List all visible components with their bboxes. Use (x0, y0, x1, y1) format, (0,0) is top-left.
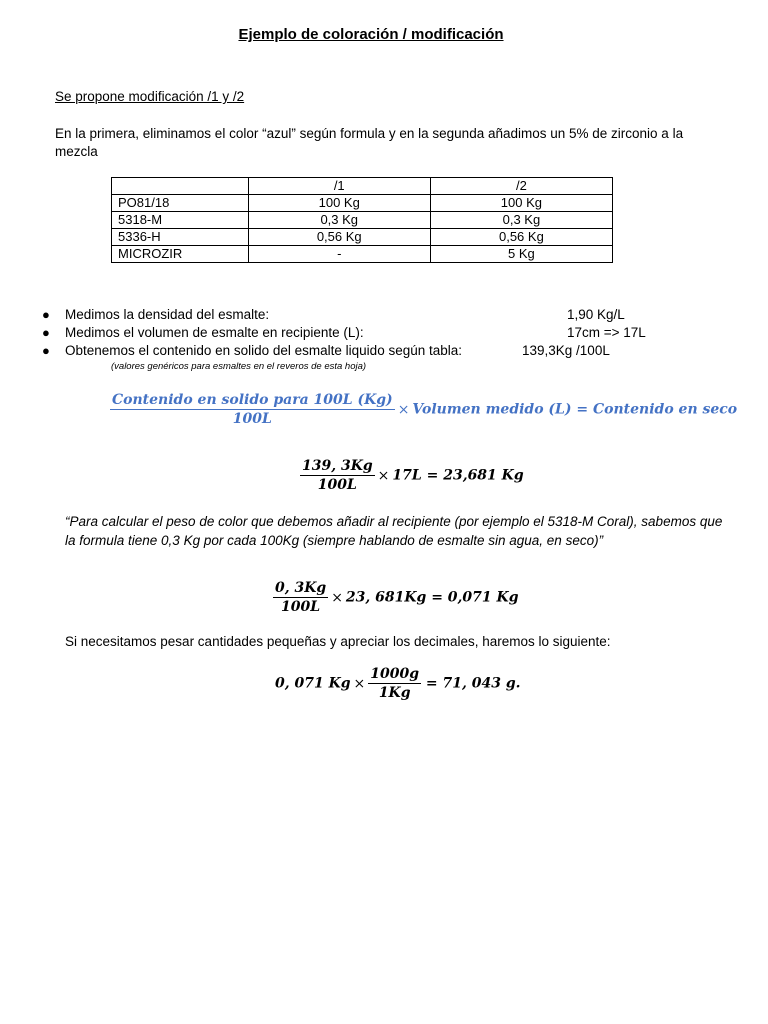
fraction-denominator: 100L (232, 411, 272, 427)
table-row (112, 229, 613, 246)
times-operator: × (331, 589, 343, 606)
measure-label: Obtenemos el contenido en solido del esmalte liquido según tabla: (65, 343, 463, 358)
formula-dry-content (300, 458, 524, 493)
times-operator: × (377, 467, 390, 484)
measure-value: 17cm => 17L (567, 325, 646, 340)
list-item (42, 306, 692, 324)
measure-label: Medimos el volumen de esmalte en recipiente (L): (65, 325, 364, 340)
formula-fraction (368, 666, 421, 701)
table-cell: - (248, 246, 430, 263)
bullet-icon: ● (42, 325, 50, 340)
table-header-cell: /1 (248, 178, 430, 195)
table-header-cell (112, 178, 249, 195)
table-row (112, 212, 613, 229)
table-row (112, 246, 613, 263)
fraction-numerator: 0, 3Kg (275, 580, 327, 596)
table-cell: 5 Kg (430, 246, 612, 263)
table-cell: MICROZIR (112, 246, 249, 263)
quote-paragraph: “Para calcular el peso de color que debemos añadir al recipiente (por ejemplo el 5318-M Coral), sabemos que la formula tiene 0,3 Kg por cada 100Kg (siempre hablando de esmalte sin agua, en seco)” (65, 514, 723, 548)
formula-general (110, 392, 737, 427)
formula-rest: 17L = 23,681 Kg (392, 467, 524, 484)
formula-grams (275, 666, 521, 701)
table-cell: PO81/18 (112, 195, 249, 212)
recipe-table (111, 177, 613, 263)
formula-rest: = 71, 043 g. (425, 675, 521, 692)
fraction-numerator: Contenido en solido para 100L (Kg) (112, 392, 393, 408)
table-header-cell: /2 (430, 178, 612, 195)
fraction-denominator: 100L (281, 599, 321, 615)
instruction-paragraph: Si necesitamos pesar cantidades pequeñas y apreciar los decimales, haremos lo siguiente: (65, 634, 611, 649)
bullet-icon: ● (42, 307, 50, 322)
table-cell: 0,56 Kg (430, 229, 612, 246)
formula-rest: Volumen medido (L) = Contenido en seco (412, 401, 738, 418)
page-title: Ejemplo de coloración / modificación (238, 26, 504, 43)
fraction-denominator: 1Kg (378, 685, 411, 701)
list-item (42, 342, 692, 360)
proposal-heading: Se propone modificación /1 y /2 (55, 89, 245, 104)
table-cell: 100 Kg (248, 195, 430, 212)
fraction-numerator: 1000g (370, 666, 420, 682)
times-operator: × (353, 675, 366, 692)
fraction-denominator: 100L (317, 477, 357, 493)
footnote: (valores genéricos para esmaltes en el reveros de esta hoja) (111, 361, 367, 372)
times-operator: × (397, 401, 410, 418)
bullet-icon: ● (42, 343, 50, 358)
table-cell: 5318-M (112, 212, 249, 229)
formula-fraction (300, 458, 375, 493)
formula-color-weight (273, 580, 518, 615)
list-item (42, 324, 692, 342)
formula-fraction (110, 392, 395, 427)
fraction-numerator: 139, 3Kg (302, 458, 373, 474)
table-cell: 0,3 Kg (430, 212, 612, 229)
formula-fraction (273, 580, 328, 615)
intro-paragraph: En la primera, eliminamos el color “azul” según formula y en la segunda añadimos un 5% de zirconio a la mezcla (55, 126, 684, 159)
measure-value: 1,90 Kg/L (567, 307, 625, 322)
table-cell: 5336-H (112, 229, 249, 246)
table-header-row (112, 178, 613, 195)
table-cell: 100 Kg (430, 195, 612, 212)
measure-label: Medimos la densidad del esmalte: (65, 307, 270, 322)
table-cell: 0,56 Kg (248, 229, 430, 246)
measure-value: 139,3Kg /100L (522, 343, 610, 358)
table-row (112, 195, 613, 212)
measurement-list (42, 306, 692, 360)
table-cell: 0,3 Kg (248, 212, 430, 229)
formula-lead: 0, 071 Kg (275, 675, 351, 692)
formula-rest: 23, 681Kg = 0,071 Kg (345, 589, 519, 606)
